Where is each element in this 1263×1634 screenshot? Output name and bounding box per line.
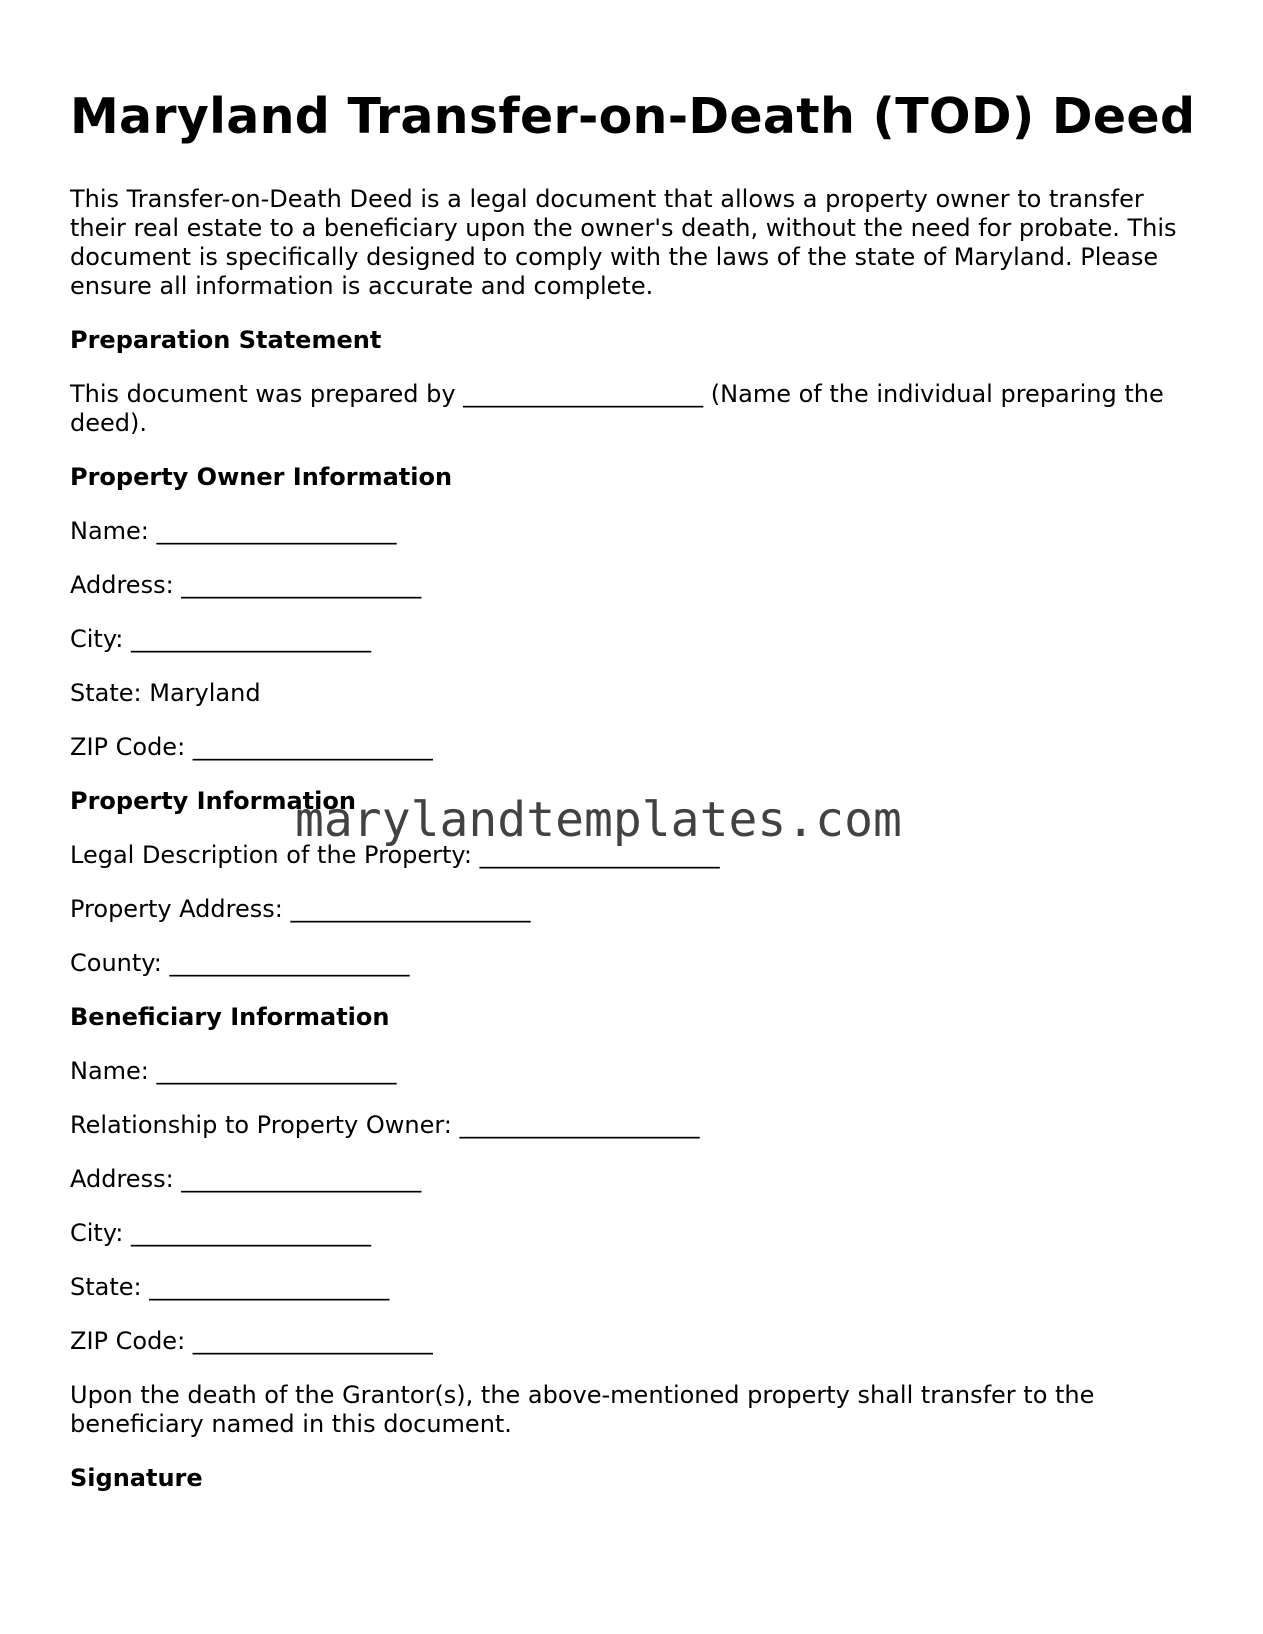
- owner-state-field: State: Maryland: [70, 679, 261, 707]
- owner-name-field: Name: ____________________: [70, 517, 397, 545]
- transfer-statement: Upon the death of the Grantor(s), the above-mentioned property shall transfer to the beneficiary named in this document.: [70, 1381, 1095, 1438]
- beneficiary-city-field: City: ____________________: [70, 1219, 372, 1247]
- owner-city-field: City: ____________________: [70, 625, 372, 653]
- beneficiary-address-field: Address: ____________________: [70, 1165, 422, 1193]
- beneficiary-zip-field: ZIP Code: ____________________: [70, 1327, 433, 1355]
- beneficiary-state-field: State: ____________________: [70, 1273, 390, 1301]
- property-address-field: Property Address: ____________________: [70, 895, 531, 923]
- beneficiary-heading: Beneficiary Information: [70, 1003, 390, 1031]
- beneficiary-name-field: Name: ____________________: [70, 1057, 397, 1085]
- signature-heading: Signature: [70, 1464, 203, 1492]
- beneficiary-relationship-field: Relationship to Property Owner: ____________________: [70, 1111, 700, 1139]
- intro-paragraph: This Transfer-on-Death Deed is a legal document that allows a property owner to transfer their real estate to a beneficiary upon the owner's death, without the need for probate. This document is specifically designed to comply with the laws of the state of Maryland. Please ensure all information is accurate and complete.: [70, 185, 1177, 300]
- property-county-field: County: ____________________: [70, 949, 410, 977]
- document-title: Maryland Transfer-on-Death (TOD) Deed: [70, 88, 1196, 145]
- document-page: [70, 88, 1200, 1493]
- owner-address-field: Address: ____________________: [70, 571, 422, 599]
- owner-zip-field: ZIP Code: ____________________: [70, 733, 433, 761]
- owner-heading: Property Owner Information: [70, 463, 453, 491]
- watermark: marylandtemplates.com: [295, 792, 902, 848]
- property-heading: Property Information: [70, 787, 356, 815]
- preparation-heading: Preparation Statement: [70, 326, 382, 354]
- preparation-statement: This document was prepared by ____________________ (Name of the individual preparing the deed).: [70, 380, 1164, 437]
- property-legal-field: Legal Description of the Property: ____________________: [70, 841, 720, 869]
